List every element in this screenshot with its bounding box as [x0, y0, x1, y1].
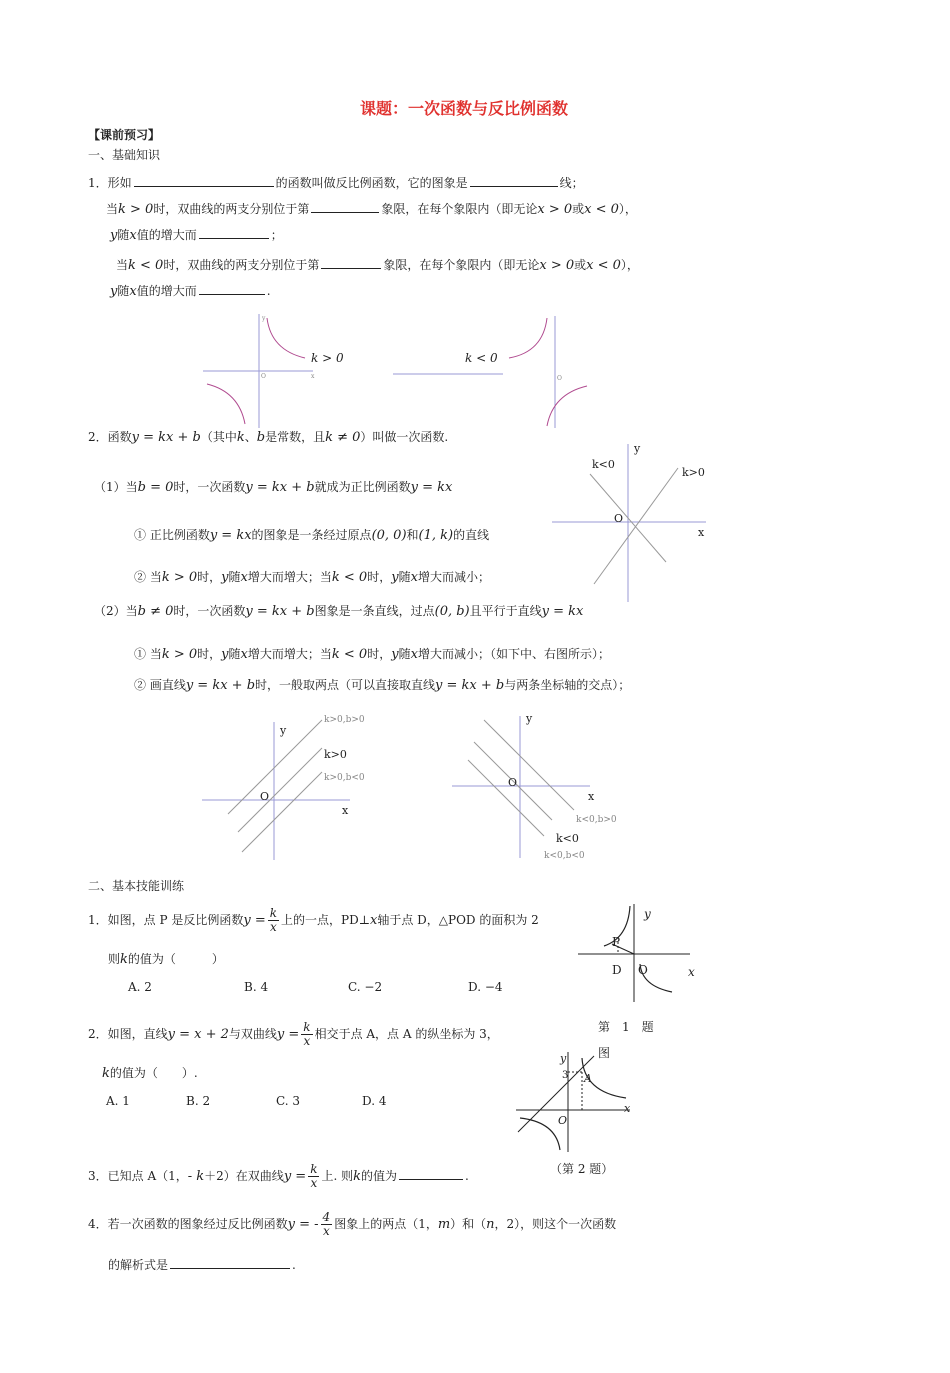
- item2-case1-point2: ② 当k > 0时，y随x增大而增大；当k < 0时，y随x增大而减小；: [134, 570, 490, 585]
- linear-kpos-bpos-label: k>0,b>0: [324, 715, 365, 725]
- hyperbola-kpos-label: k > 0: [311, 351, 344, 365]
- q2-stem: 2．如图，直线y = x + 2与双曲线y = $\frac{k}{x}$ 相交于点 A，点 A 的纵坐标为 3，: [88, 1020, 499, 1048]
- proportional-y-label: y: [634, 442, 641, 455]
- item1-kpos-trend: y随x值的增大而 ；: [110, 228, 283, 243]
- proportional-kneg-label: k<0: [592, 458, 615, 471]
- linear-kpos-figure: [198, 708, 378, 864]
- linear-kpos-bneg-label: k>0,b<0: [324, 773, 365, 783]
- q1-stem: 1．如图，点 P 是反比例函数y = $\frac{k}{x}$ 上的一点，PD⊥x轴于点 D，△POD 的面积为 2: [88, 906, 539, 934]
- linear-kneg-y-label: y: [526, 712, 533, 725]
- q1-option-d[interactable]: D. −4: [468, 980, 503, 994]
- q4-answer-line: 的解析式是 .: [108, 1258, 296, 1272]
- q2-option-c[interactable]: C. 3: [276, 1094, 301, 1108]
- linear-kneg-x-label: x: [588, 790, 595, 803]
- q1-question: 则k的值为（ ）: [108, 952, 224, 967]
- q2-option-b[interactable]: B. 2: [186, 1094, 211, 1108]
- q1-option-c[interactable]: C. −2: [348, 980, 383, 994]
- linear-kneg-bneg-label: k<0,b<0: [544, 851, 585, 861]
- section-basic-knowledge: 一、基础知识: [88, 148, 161, 162]
- proportional-x-label: x: [698, 526, 705, 539]
- item2-case1: （1）当b = 0时，一次函数y = kx + b就成为正比例函数y = kx: [94, 480, 453, 495]
- hyperbola-kpos: [203, 314, 344, 428]
- hyperbola-kpos-y: y: [262, 315, 266, 322]
- q2-figure-o: O: [558, 1114, 568, 1127]
- hyperbola-kneg: [393, 316, 587, 428]
- item1-kpos-line: 当k > 0时，双曲线的两支分别位于第 象限，在每个象限内（即无论x > 0或x < 0），: [106, 202, 637, 217]
- linear-kpos-origin: O: [260, 790, 270, 803]
- q2-question: k的值为（ ）.: [102, 1066, 198, 1081]
- hyperbola-kneg-label: k < 0: [465, 351, 498, 365]
- q1-figure-p: P: [612, 935, 621, 949]
- q3-stem: 3．已知点 A（1，- k＋2）在双曲线y = $\frac{k}{x}$ 上. 则k的值为 .: [88, 1162, 469, 1190]
- q1-figure-d: D: [612, 963, 622, 977]
- section-skill-training: 二、基本技能训练: [88, 879, 185, 893]
- q2-option-d[interactable]: D. 4: [362, 1094, 387, 1108]
- item2-case2: （2）当b ≠ 0时，一次函数y = kx + b图象是一条直线，过点(0, b)且平行于直线y = kx: [94, 604, 584, 619]
- q2-figure: [508, 1048, 638, 1154]
- linear-kpos-y-label: y: [280, 724, 287, 737]
- linear-kpos-label: k>0: [324, 748, 347, 761]
- q1-figure-x: x: [688, 965, 695, 979]
- q4-stem: 4．若一次函数的图象经过反比例函数y = - $\frac{4}{x}$ 图象上的两点（1，m）和（n，2），则这个一次函数: [88, 1210, 617, 1238]
- proportional-figure: [548, 436, 718, 606]
- item2-case1-point1: ① 正比例函数y = kx的图象是一条经过原点(0, 0)和(1, k)的直线: [134, 528, 490, 543]
- proportional-kpos-label: k>0: [682, 466, 705, 479]
- hyperbola-kpos-origin: O: [261, 373, 266, 380]
- q2-figure-x: x: [624, 1102, 631, 1115]
- linear-kneg-label: k<0: [556, 832, 579, 845]
- proportional-origin: O: [614, 512, 624, 525]
- q1-figure-y: y: [644, 907, 651, 921]
- q1-figure-o: O: [638, 963, 648, 977]
- item1-kneg-line: 当k < 0时，双曲线的两支分别位于第 象限，在每个象限内（即无论x > 0或x < 0），: [116, 258, 639, 273]
- item2-intro: 2．函数y = kx + b（其中k、b是常数，且k ≠ 0）叫做一次函数.: [88, 430, 449, 445]
- q2-figure-a: A: [584, 1072, 592, 1085]
- hyperbola-kneg-origin: O: [557, 375, 562, 382]
- hyperbola-figures: [195, 310, 562, 432]
- q1-figure: [574, 900, 704, 1004]
- q1-option-b[interactable]: B. 4: [244, 980, 269, 994]
- q2-figure-caption: （第 2 题）: [550, 1162, 614, 1176]
- item1-kneg-trend: y随x值的增大而 .: [110, 284, 271, 299]
- page-title: 课题：一次函数与反比例函数: [360, 99, 569, 118]
- hyperbola-kpos-x: x: [311, 373, 315, 380]
- item2-case2-point2: ② 画直线y = kx + b时，一般取两点（可以直接取直线y = kx + b与两条坐标轴的交点）；: [134, 678, 631, 693]
- q2-figure-3: 3: [562, 1070, 569, 1081]
- linear-kpos-x-label: x: [342, 804, 349, 817]
- item2-case2-point1: ① 当k > 0时，y随x增大而增大；当k < 0时，y随x增大而减小；（如下中、右图所示）；: [134, 647, 610, 662]
- item1-line1: 1．形如 的函数叫做反比例函数，它的图象是 线；: [88, 176, 584, 190]
- q2-figure-y: y: [560, 1052, 567, 1065]
- q1-figure-caption-2: 图: [598, 1046, 611, 1060]
- q1-option-a[interactable]: A. 2: [128, 980, 152, 994]
- preview-header: 【课前预习】: [88, 128, 161, 142]
- q2-option-a[interactable]: A. 1: [106, 1094, 130, 1108]
- q1-figure-caption: 第 1 题: [598, 1020, 654, 1034]
- linear-kneg-figure: [448, 708, 628, 864]
- linear-kneg-origin: O: [508, 776, 518, 789]
- linear-kneg-bpos-label: k<0,b>0: [576, 815, 617, 825]
